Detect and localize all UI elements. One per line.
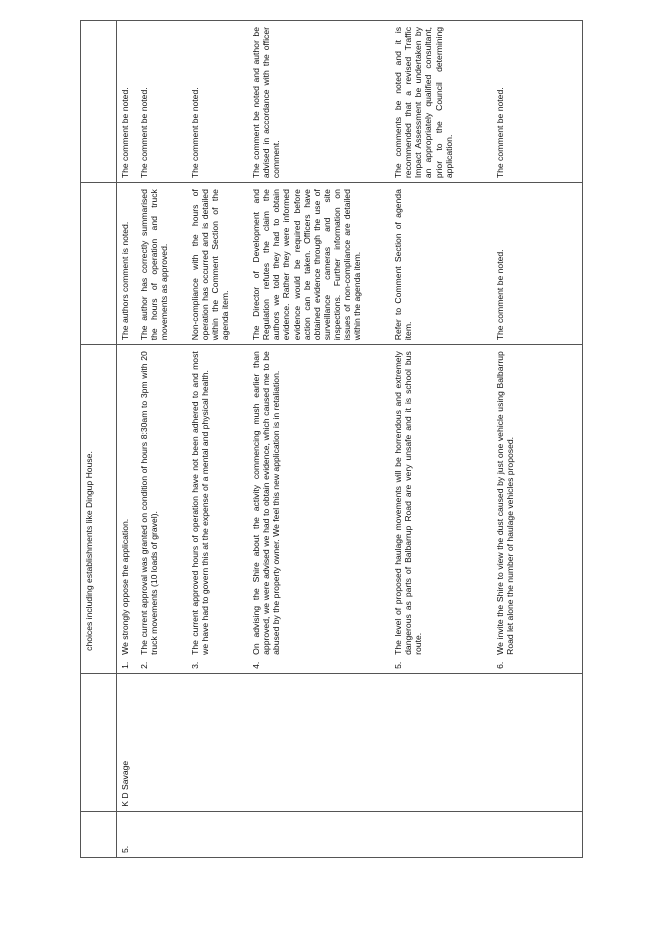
officer-response: Non-compliance with the hours of operation has occurred and is detailed within the Comment Section of the agenda item.: [190, 189, 231, 341]
officer-response: The Director of Development and Regulation refutes the claim the authors we told they had to obtain evidence. Rather they were informed evidence would be required before action can be taken. Officers have obtained evidence through the use of surveillance cameras and site inspections. Further information on issues of non-compliance are detailed within the agenda item.: [251, 189, 363, 341]
submission-point: 3. The current approved hours of operation have not been adhered to and most we have had to govern this at the expense of a mental and physical health.: [190, 351, 211, 669]
officer-response: The comment be noted.: [495, 249, 505, 341]
response-cell-empty: [81, 183, 117, 345]
rotated-table-page: [80, 20, 583, 858]
submitter-cell-empty: [81, 673, 117, 811]
submission-point: 5. The level of proposed haulage movements will be horrendous and extremely dangerous as parts of Balbarrup Road are very unsafe and it is school bus route.: [393, 351, 424, 669]
submission-point: 4. On advising the Shire about the activity commencing mush earlier than approved, we were advised we had to obtain evidence, which caused me to be abused by the property owner. We feel this new application is in retaliation.: [251, 351, 282, 669]
submission-points-cell: [117, 345, 583, 674]
response-cell: [117, 183, 583, 345]
recommendation-cell-empty: [81, 21, 117, 183]
submitter-name: K D Savage: [117, 673, 583, 811]
number-cell-empty: [81, 811, 117, 857]
officer-response: The authors comment is noted.: [120, 221, 130, 341]
table-row-submission-5: [117, 21, 583, 858]
recommendation: The comment be noted.: [495, 87, 505, 179]
submission-number: 5.: [117, 811, 583, 857]
submission-point: 1. We strongly oppose the application.: [120, 518, 130, 669]
recommendation: The comment be noted.: [120, 87, 130, 179]
recommendation: The comment be noted.: [139, 87, 149, 179]
recommendation: The comment be noted.: [190, 87, 200, 179]
submissions-table: [80, 20, 583, 858]
submission-point: 6. We invite the Shire to view the dust caused by just one vehicle using Balbarrup Road let alone the number of haulage vehicles proposed.: [495, 351, 516, 669]
continuation-text: choices including establishments like Dingup House.: [84, 451, 94, 651]
submission-cell: [81, 345, 117, 674]
recommendation: The comment be noted and author be advised in accordance with the officer comment.: [251, 27, 282, 179]
recommendation-cell: [117, 21, 583, 183]
officer-response: The author has correctly summarised the hours of operation and truck movements as approved.: [139, 189, 170, 341]
officer-response: Refer to Comment Section of agenda item.: [393, 189, 414, 341]
recommendation: The comments be noted and it is recommended that a revised Traffic Impact Assessment be undertaken by an appropriately qualified consultant, prior to the Council determining application.: [393, 27, 454, 179]
submission-point: 2. The current approval was granted on condition of hours 8:30am to 3pm with 20 truck movements (10 loads of gravel).: [139, 351, 160, 669]
table-row-continuation: [81, 21, 117, 858]
